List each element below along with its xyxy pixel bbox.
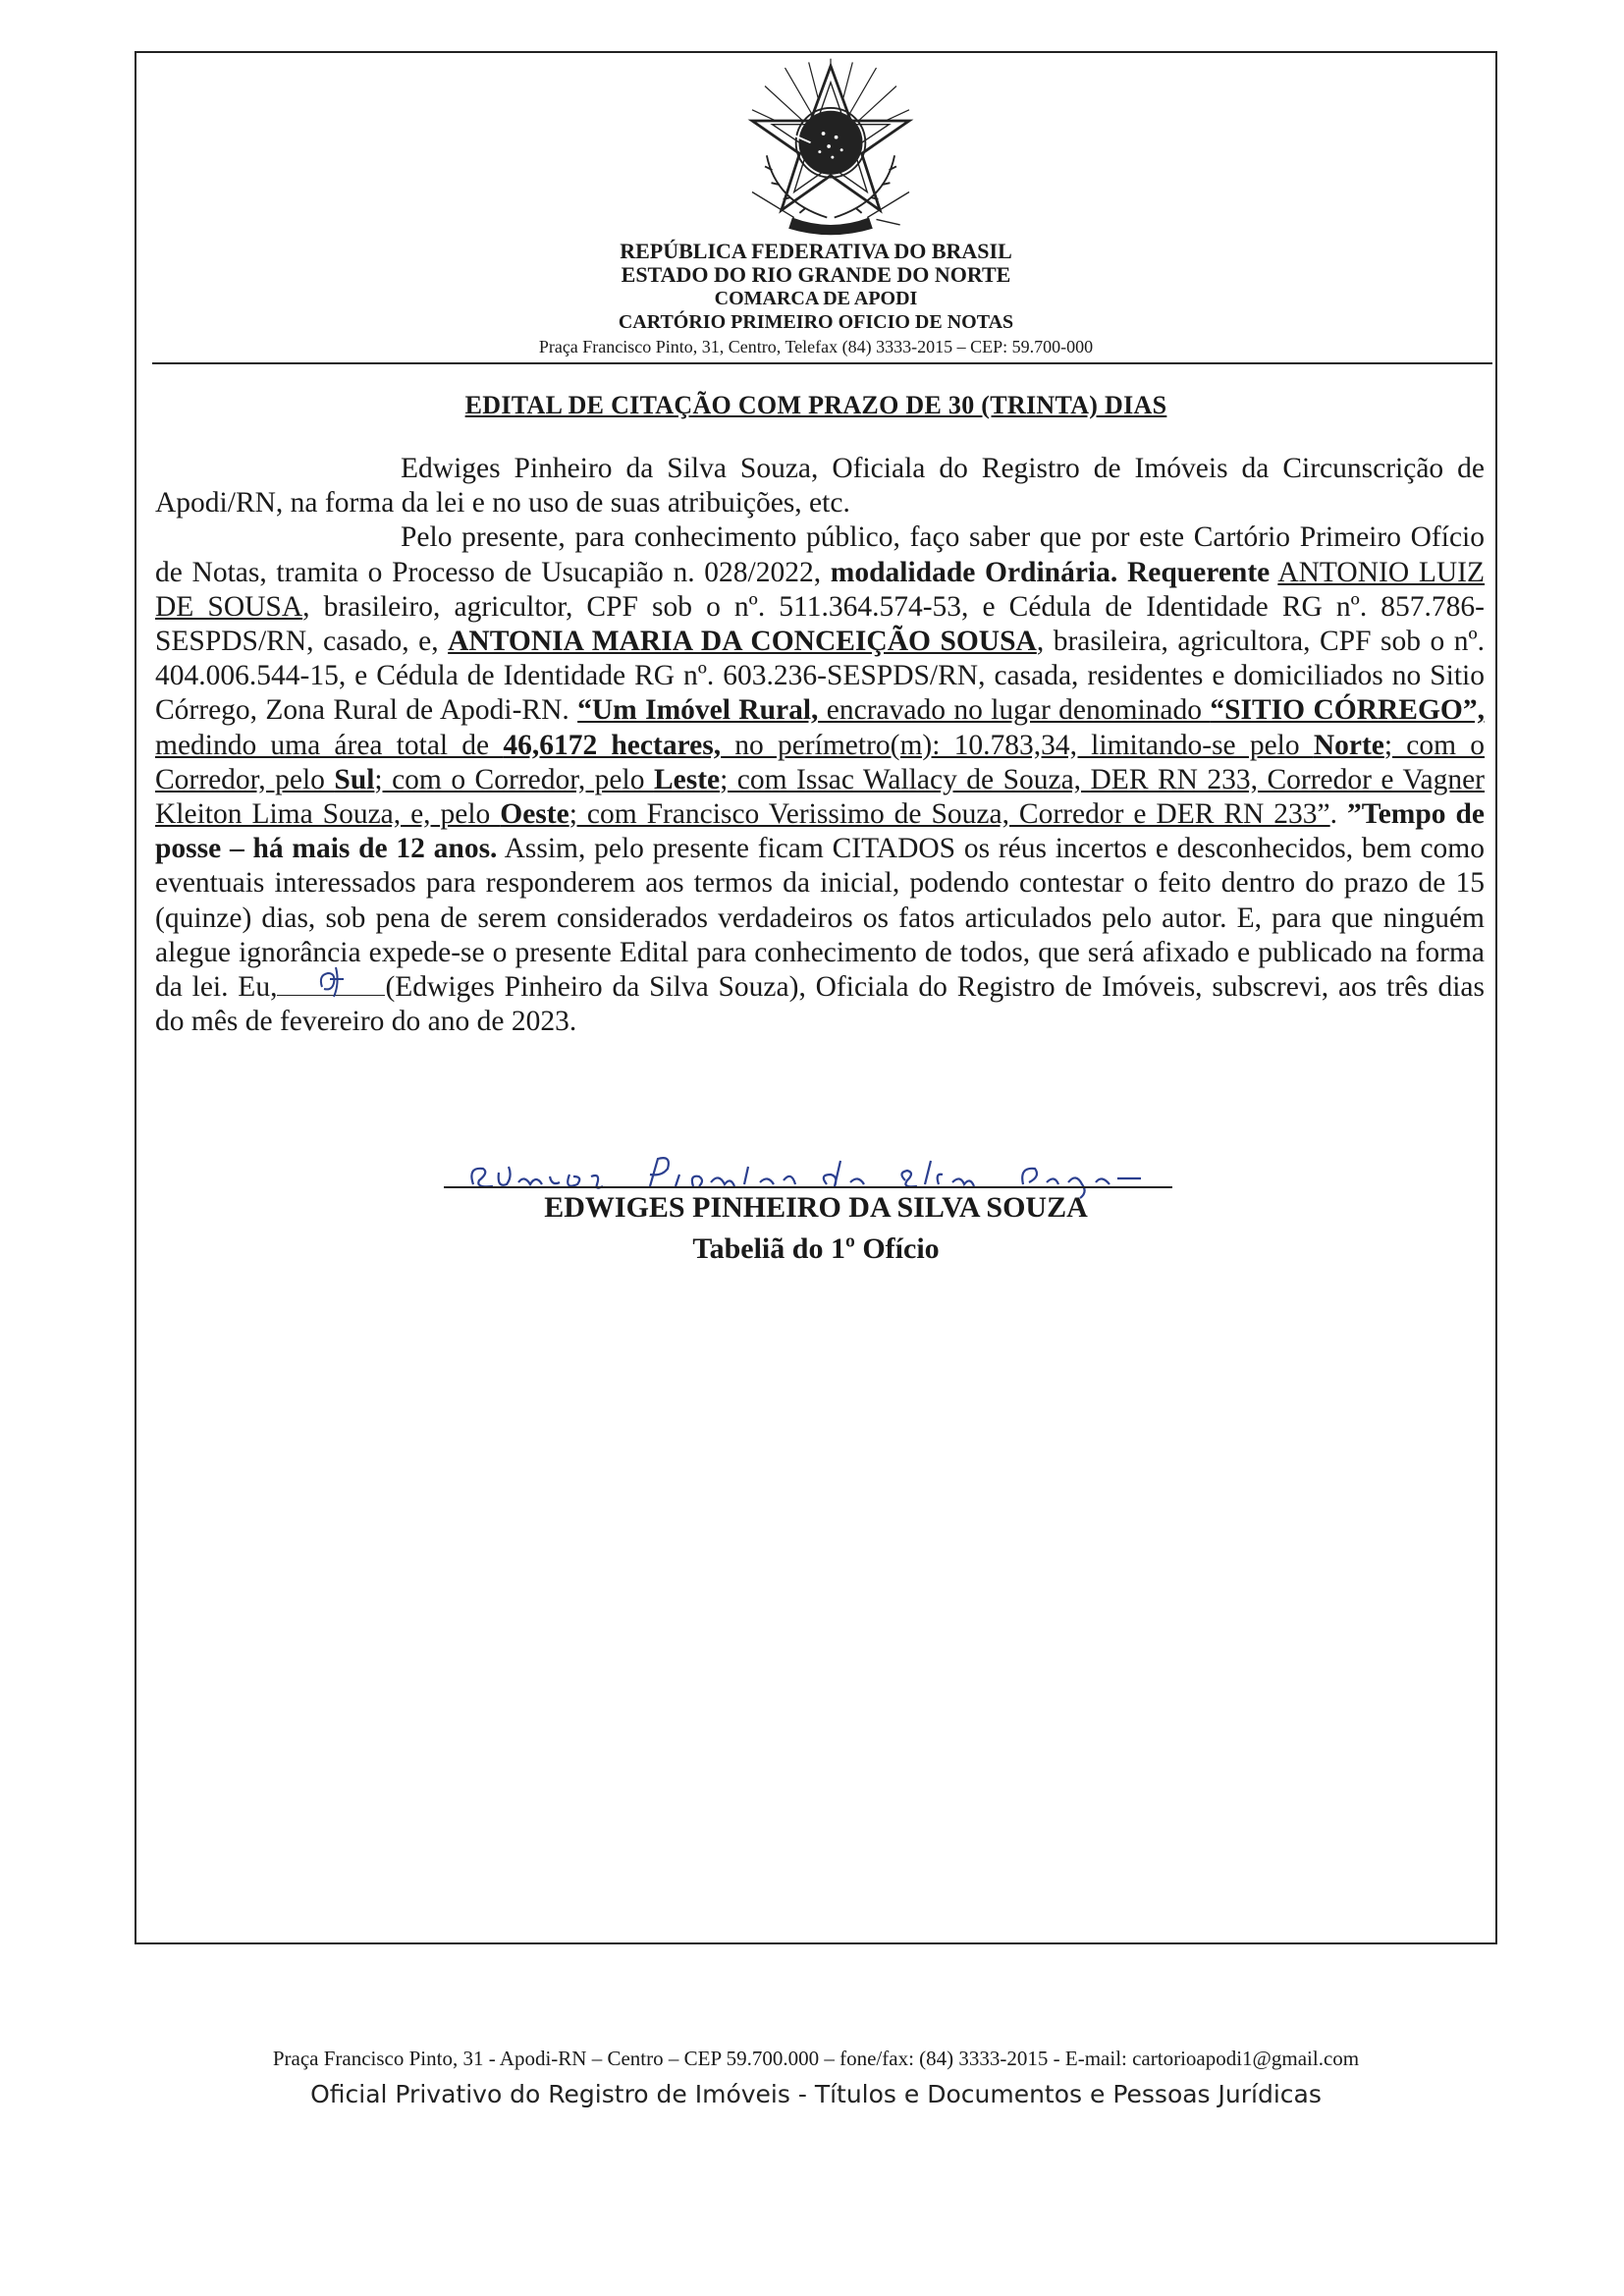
header-state: ESTADO DO RIO GRANDE DO NORTE	[621, 262, 1011, 287]
text-span: Assim, pelo presente ficam CITADOS os réus incertos e desconhecidos, bem como eventuais interessados para responderem aos termos da inicial, podendo contestar o feito dentro do prazo de 15 (quinze) dias, sob pena de serem considerados verdadeiros os fatos articulados pelo autor. E, para que ninguém alegue ignorância expede-se o presente Edital para conhecimento de todos, que será afixado e publicado na forma da lei. Eu,	[155, 833, 1485, 1004]
intro-paragraph: Edwiges Pinheiro da Silva Souza, Oficiala do Registro de Imóveis da Circunscrição de Apodi/RN, na forma da lei e no uso de suas atribuições, etc.	[155, 453, 1485, 519]
text-span: ; com Francisco Verissimo de Souza, Corredor e DER RN 233”	[568, 798, 1330, 831]
text-span: no perímetro(m): 10.783,34, limitando-se pelo	[721, 729, 1314, 761]
text-span: (Edwiges Pinheiro da Silva Souza), Oficiala do Registro de Imóveis, subscrevi, aos três dias do mês de fevereiro do ano de 2023.	[155, 971, 1485, 1038]
header-divider	[152, 362, 1492, 364]
header-comarca: COMARCA DE APODI	[714, 288, 918, 309]
text-span: ; com Issac Wallacy de Souza, DER RN 233, Corredor e Vagner Kleiton Lima Souza, e, pelo	[155, 763, 1486, 831]
initials-mark	[314, 957, 353, 1001]
imovel-label: “Um Imóvel Rural,	[577, 694, 819, 727]
text-span: ; com o Corredor, pelo	[155, 729, 1485, 795]
requerente-name: ANTONIO LUIZ DE SOUSA	[155, 556, 1486, 623]
text-span: , brasileira, agricultora, CPF sob o nº. 404.006.544-15, e Cédula de Identidade RG nº. 603.236-SESPDS/RN, casada, residentes e domiciliados no Sitio Córrego, Zona Rural de Apodi-RN.	[155, 626, 1485, 727]
header-cartorio: CARTÓRIO PRIMEIRO OFICIO DE NOTAS	[618, 311, 1014, 333]
signatory-role: Tabeliã do 1º Ofício	[692, 1232, 940, 1265]
document-body	[155, 452, 1485, 1039]
footer-address: Praça Francisco Pinto, 31 - Apodi-RN – Centro – CEP 59.700.000 – fone/fax: (84) 3333-2015 - E-mail: cartorioapodi1@gmail.com	[272, 2047, 1360, 2070]
leste-label: Leste	[653, 763, 721, 795]
area-value: 46,6172 hectares,	[503, 729, 722, 761]
header-republic: REPÚBLICA FEDERATIVA DO BRASIL	[620, 239, 1012, 263]
header-address: Praça Francisco Pinto, 31, Centro, Telefax (84) 3333-2015 – CEP: 59.700-000	[538, 337, 1094, 356]
footer-services: Oficial Privativo do Registro de Imóveis - Títulos e Documentos e Pessoas Jurídicas	[310, 2080, 1322, 2108]
document-title: EDITAL DE CITAÇÃO COM PRAZO DE 30 (TRINTA) DIAS	[464, 391, 1167, 419]
norte-label: Norte	[1313, 729, 1384, 761]
oeste-label: Oeste	[500, 798, 569, 831]
text-span: , brasileiro, agricultor, CPF sob o nº. 511.364.574-53, e Cédula de Identidade RG nº. 857.786-SESPDS/RN, casado, e,	[155, 590, 1485, 658]
requerente-label: Requerente	[1126, 556, 1271, 588]
signatory-name: EDWIGES PINHEIRO DA SILVA SOUZA	[544, 1191, 1088, 1224]
main-paragraph	[155, 520, 1485, 1039]
modalidade: modalidade Ordinária.	[830, 556, 1118, 588]
sitio-name: “SITIO CÓRREGO”,	[1210, 694, 1486, 727]
brazil-coat-of-arms-icon	[738, 55, 923, 238]
tempo-posse: ”Tempo de posse – há mais de 12 anos.	[155, 798, 1486, 865]
text-span: encravado no lugar denominado	[818, 694, 1211, 727]
sul-label: Sul	[334, 763, 375, 795]
text-span: medindo uma área total de	[155, 729, 504, 761]
text-span: ; com o Corredor, pelo	[374, 763, 654, 795]
signature-line	[444, 1186, 1172, 1188]
text-span: Pelo presente, para conhecimento público, faço saber que por este Cartório Primeiro Ofício de Notas, tramita o Processo de Usucapião n. 028/2022,	[155, 521, 1485, 588]
spouse-name: ANTONIA MARIA DA CONCEIÇÃO SOUSA	[448, 626, 1037, 658]
initials-blank	[277, 971, 385, 996]
text-span: .	[1329, 798, 1347, 831]
